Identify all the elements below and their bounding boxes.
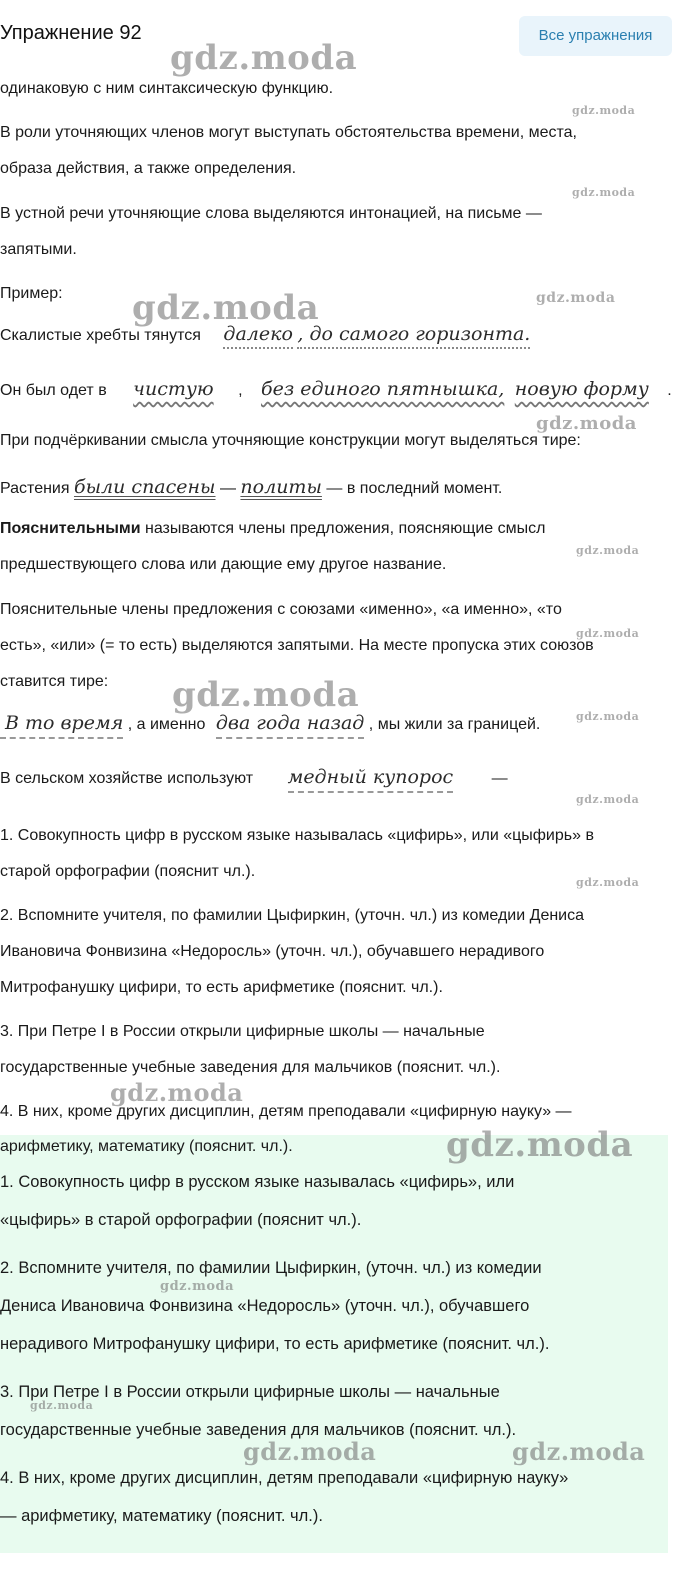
example-text: Скалистые хребты тянутся xyxy=(0,327,201,344)
watermark-logo: gdz.moda xyxy=(243,1437,377,1466)
answer-line: 4. В них, кроме других дисциплин, детям преподавали «цифирную науку» xyxy=(0,1469,569,1487)
watermark-logo: gdz.moda xyxy=(512,1437,646,1466)
example-punct: . xyxy=(667,382,672,399)
answer-line: «цыфирь» в старой орфографии (пояснит чл.). xyxy=(0,1211,362,1229)
example-text: Растения xyxy=(0,480,70,497)
watermark-small: gdz.moda xyxy=(572,104,636,117)
watermark-small: gdz.moda xyxy=(576,544,640,557)
handwritten-word: чистую xyxy=(133,378,214,400)
example-text: , мы жили за границей. xyxy=(368,716,541,733)
watermark-small: gdz.moda xyxy=(572,186,636,199)
task-line: старой орфографии (пояснит чл.). xyxy=(0,863,256,880)
example-label: Пример: xyxy=(0,285,63,302)
handwritten-clarification: , до самого горизонта. xyxy=(297,323,530,349)
task-line: Митрофанушку цифири, то есть арифметике (пояснит. чл.). xyxy=(0,979,443,996)
page-title: Упражнение 92 xyxy=(0,22,142,44)
theory-text: В устной речи уточняющие слова выделяются интонацией, на письме — xyxy=(0,205,542,222)
example-sentence xyxy=(0,476,502,498)
example-text: Он был одет в xyxy=(0,382,107,399)
answer-line: 2. Вспомните учителя, по фамилии Цыфиркин, (уточн. чл.) из комедии xyxy=(0,1259,542,1277)
watermark-small: gdz.moda xyxy=(536,290,616,306)
answer-line: государственные учебные заведения для мальчиков (пояснит. чл.). xyxy=(0,1421,517,1439)
answer-line: Дениса Ивановича Фонвизина «Недоросль» (уточн. чл.), обучавшего xyxy=(0,1297,530,1315)
watermark-small: gdz.moda xyxy=(576,710,640,723)
theory-text: предшествующего слова или дающие ему другое название. xyxy=(0,556,447,573)
example-punct: , xyxy=(238,382,243,399)
example-sentence xyxy=(0,323,530,345)
task-line: арифметику, математику (пояснит. чл.). xyxy=(0,1138,293,1155)
theory-text: ставится тире: xyxy=(0,673,109,690)
theory-text: образа действия, а также определения. xyxy=(0,160,297,177)
theory-text: есть», «или» (= то есть) выделяются запятыми. На месте пропуска этих союзов xyxy=(0,637,594,654)
term-bold: Пояснительными xyxy=(0,520,141,537)
task-line: 1. Совокупность цифр в русском языке называлась «цифирь», или «цыфирь» в xyxy=(0,827,594,844)
handwritten-explanation: медный купорос xyxy=(288,766,454,793)
example-text: — в последний момент. xyxy=(326,480,503,497)
example-punct: — xyxy=(491,770,508,787)
example-punct: — xyxy=(219,480,236,497)
watermark-logo: gdz.moda xyxy=(170,38,358,78)
theory-text: В роли уточняющих членов могут выступать обстоятельства времени, места, xyxy=(0,124,577,141)
handwritten-clarification: новую форму xyxy=(514,378,649,400)
example-sentence xyxy=(0,766,508,788)
theory-text: При подчёркивании смысла уточняющие конструкции могут выделяться тире: xyxy=(0,432,581,449)
answer-panel xyxy=(0,1135,668,1553)
watermark-logo: gdz.moda xyxy=(132,288,320,328)
task-line: 3. При Петре I в России открыли цифирные школы — начальные xyxy=(0,1023,485,1040)
theory-text: называются члены предложения, поясняющие смысл xyxy=(144,520,546,537)
task-line: 4. В них, кроме других дисциплин, детям преподавали «цифирную науку» — xyxy=(0,1103,572,1120)
watermark-small: gdz.moda xyxy=(30,1399,94,1412)
task-line: 2. Вспомните учителя, по фамилии Цыфиркин, (уточн. чл.) из комедии Дениса xyxy=(0,907,585,924)
task-line: Ивановича Фонвизина «Недоросль» (уточн. чл.), обучавшего нерадивого xyxy=(0,943,545,960)
watermark-logo: gdz.moda xyxy=(172,675,360,715)
all-exercises-button[interactable]: Все упражнения xyxy=(519,16,672,56)
theory-text: одинаковую с ним синтаксическую функцию. xyxy=(0,80,334,97)
watermark-logo: gdz.moda xyxy=(536,413,637,434)
example-sentence xyxy=(0,712,540,734)
watermark-small: gdz.moda xyxy=(576,627,640,640)
watermark-logo: gdz.moda xyxy=(446,1125,634,1165)
page-header xyxy=(0,0,680,72)
theory-text: запятыми. xyxy=(0,241,77,258)
theory-text xyxy=(0,520,545,538)
example-text: , а именно xyxy=(127,716,206,733)
watermark-small: gdz.moda xyxy=(160,1279,235,1294)
answer-line: — арифметику, математику (пояснит. чл.). xyxy=(0,1507,323,1525)
handwritten-clarification: без единого пятнышка, xyxy=(260,378,505,400)
watermark-small: gdz.moda xyxy=(576,793,640,806)
theory-text: Пояснительные члены предложения с союзами «именно», «а именно», «то xyxy=(0,601,562,618)
handwritten-clarification: далеко xyxy=(223,323,293,349)
handwritten-predicate: политы xyxy=(240,476,322,498)
answer-line: 1. Совокупность цифр в русском языке называлась «цифирь», или xyxy=(0,1173,515,1191)
task-line: государственные учебные заведения для мальчиков (пояснит. чл.). xyxy=(0,1059,501,1076)
handwritten-explanation: два года назад xyxy=(216,712,365,739)
answer-line: 3. При Петре I в России открыли цифирные школы — начальные xyxy=(0,1383,500,1401)
watermark-small: gdz.moda xyxy=(576,876,640,889)
handwritten-predicate: были спасены xyxy=(73,476,216,498)
example-text: В сельском хозяйстве используют xyxy=(0,770,254,787)
example-sentence xyxy=(0,378,672,400)
answer-line: нерадивого Митрофанушку цифири, то есть арифметике (пояснит. чл.). xyxy=(0,1335,550,1353)
watermark-logo: gdz.moda xyxy=(110,1078,244,1107)
handwritten-word: В то время xyxy=(0,712,123,739)
